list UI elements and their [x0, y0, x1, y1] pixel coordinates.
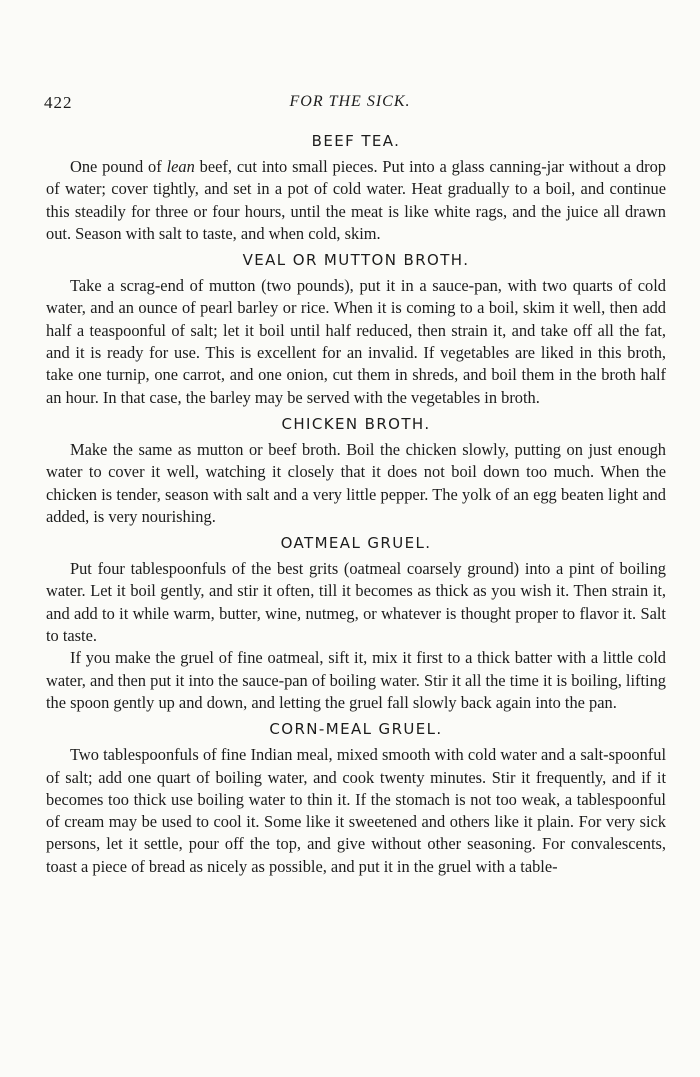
section-corn-meal-gruel [46, 714, 666, 878]
section-veal-or-mutton-broth [46, 245, 666, 409]
section-heading: CHICKEN BROTH. [281, 414, 431, 433]
paragraph: Make the same as mutton or beef broth. Boil the chicken slowly, putting on just enough water to cover it well, watching it closely that it does not boil down too much. When the chicken is tender, season with salt and a very little pepper. The yolk of an egg beaten light and added, is very nourishing. [46, 439, 666, 526]
paragraph: Put four tablespoonfuls of the best grits (oatmeal coarsely ground) into a pint of boiling water. Let it boil gently, and stir it often, till it becomes as thick as you wish it. Then strain it, and add to it while warm, butter, wine, nutmeg, or whatever is thought proper to flavor it. Salt to taste. [46, 559, 666, 646]
paragraph: If you make the gruel of fine oatmeal, sift it, mix it first to a thick batter with a little cold water, and then put it into the sauce-pan of boiling water. Stir it all the time it is boiling, lifting the spoon gently up and down, and letting the gruel fall slowly back again into the pan. [46, 648, 666, 712]
running-title: FOR THE SICK. [289, 93, 411, 110]
section-heading: OATMEAL GRUEL. [280, 534, 432, 553]
section-oatmeal-gruel [46, 528, 666, 714]
section-heading: BEEF TEA. [311, 132, 401, 150]
paragraph: One pound of lean beef, cut into small pieces. Put into a glass canning-jar without a drop of water; cover tightly, and set in a pot of cold water. Heat gradually to a boil, and continue this steadily for three or four hours, until the meat is like white rags, and the juice all drawn out. Season with salt to taste, and when cold, skim. [46, 157, 666, 243]
section-heading: VEAL OR MUTTON BROTH. [242, 251, 470, 270]
paragraph: Two tablespoonfuls of fine Indian meal, mixed smooth with cold water and a salt-spoonful of salt; add one quart of boiling water, and cook twenty minutes. Stir it frequently, and if it becomes too thick use boiling water to thin it. If the stomach is not too weak, a tablespoonful of cream may be used to cool it. Some like it sweetened and others like it plain. For very sick persons, let it settle, pour off the top, and give without other seasoning. For convalescents, toast a piece of bread as nicely as possible, and put it in the gruel with a table- [46, 745, 666, 876]
page-body [46, 126, 666, 878]
running-head [0, 93, 700, 117]
section-beef-tea [46, 126, 666, 245]
section-chicken-broth [46, 409, 666, 528]
emphasis: lean [166, 157, 195, 176]
paragraph: Take a scrag-end of mutton (two pounds), put it in a sauce-pan, with two quarts of cold water, and an ounce of pearl barley or rice. When it is coming to a boil, skim it well, then add half a teaspoonful of salt; let it boil until half reduced, then strain it, and take off all the fat, and it is ready for use. This is excellent for an invalid. If vegetables are liked in this broth, take one turnip, one carrot, and one onion, cut them in shreds, and boil them in the broth half an hour. In that case, the barley may be served with the vegetables in broth. [46, 276, 666, 407]
section-heading: CORN-MEAL GRUEL. [269, 720, 443, 739]
page-number: 422 [44, 93, 73, 112]
